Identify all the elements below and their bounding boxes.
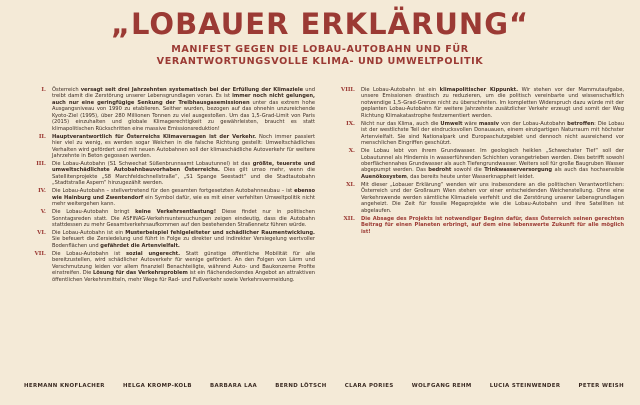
item-text: [361, 148, 624, 180]
text-run: Statt günstige öffentliche Mobilität für alle bereitzustellen, wird schädlicher Autoverkehr für wenige gefördert. An den Folgen von Lärm und Verschmutzung leiden vor allem finanziell Benachteiligte, während Auto- und Baukonzerne Profite einstreifen. Die: [52, 250, 315, 277]
text-run: Die Lobau-Autobahn (S1 Schwechat Süßenbrunnsamt Lobautunnel) ist das: [52, 160, 253, 167]
manifesto-item: [20, 134, 315, 160]
text-run: gefährdet die Artenvielfalt.: [100, 242, 180, 249]
subtitle-line-1: MANIFEST GEGEN DIE LOBAU-AUTOBAHN UND FÜR: [171, 44, 469, 55]
manifesto-item: [20, 188, 315, 207]
item-number: IX.: [346, 120, 355, 127]
manifesto-item: [20, 251, 315, 283]
item-number: VI.: [37, 230, 46, 237]
text-run: bedroht: [428, 167, 452, 174]
item-text: [52, 161, 315, 187]
text-run: Die Lobau-Autobahn ist ein: [361, 87, 440, 93]
item-number: XII.: [343, 215, 355, 222]
signatory-name: HELGA KROMP-KOLB: [122, 383, 192, 389]
manifesto-item: [20, 209, 315, 228]
signatory-name: CLARA PORIES: [344, 383, 394, 389]
text-run: wäre: [462, 120, 479, 127]
text-run: ein Symbol dafür, wie es mit einer verfehlten Umweltpolitik nicht mehr weitergehen kann.: [52, 194, 316, 208]
text-run: Noch immer passiert hier viel zu wenig, es werden sogar Weichen in die falsche Richtung gestellt: Umweltschädliches Verhalten wird gefördert und mit neuen Autobahnen soll der klimaschädliche Autoverkehr für weitere Jahrzehnte in Beton gegossen werden.: [52, 133, 315, 160]
text-run: Auenökosystem: [361, 173, 407, 180]
item-text: [361, 121, 624, 147]
page-subtitle: [0, 44, 640, 68]
manifesto-item: [329, 216, 624, 235]
text-run: Wir stehen vor der Mammutaufgabe, unsere Emissionen drastisch zu reduzieren, um die politisch vereinbarte und wissenschaftlich notwendige 1,5-Grad-Grenze nicht zu überschreiten. Im kompletten Widerspruch dazu würde mit der geplanten Lobau-Autobahn für weitere Jahrzehnte zusätzlicher Verkehr erzeugt und somit der Weg Richtung Klimakatastrophe festzementiert werden.: [361, 87, 624, 119]
page-title: „LOBAUER ERKLÄRUNG“: [110, 7, 530, 41]
item-text: [361, 182, 624, 214]
item-number: I.: [41, 87, 46, 93]
text-run: Lösung für das Verkehrsproblem: [92, 270, 188, 277]
item-number: XI.: [346, 181, 355, 188]
manifesto-item: [329, 182, 624, 214]
item-number: VII.: [34, 250, 46, 257]
text-run: größte, teuerste und umweltschädlichste Autobahnbauvorhaben Österreichs.: [52, 160, 315, 174]
text-run: massiv: [478, 120, 499, 127]
text-run: als auch das hochsensible: [552, 167, 624, 174]
item-text: [361, 87, 624, 119]
text-run: Die Lobau-Autobahn ist: [52, 250, 126, 257]
text-run: Musterbeispiel fehlgeleiteter und schädlicher Raumentwicklung.: [125, 230, 315, 237]
manifesto-item: [20, 230, 315, 249]
text-run: sowohl die: [451, 167, 485, 174]
text-run: Trinkwasserversorgung: [484, 167, 553, 174]
text-run: : Die Lobau ist der westlichste Teil der eindrucksvollen Donauauen, einem einzigartigen Naturraum mit höchster Artenvielfalt. Sie sind Nationalpark und Europaschutzgebiet und dennoch nicht ausreichend vor menschlichen Eingriffen geschützt.: [361, 120, 625, 147]
text-run: immer noch nicht gelungen, auch nur eine geringfügige Senkung der Treibhausgasemissionen: [52, 93, 315, 106]
text-run: Die Lobau lebt von ihrem Grundwasser. Im geologisch heiklen „Schwechater Tief“ soll der Lobautunnel als Hindernis in wasserführenden Schichten vorangetrieben werden. Dies betrifft sowohl oberflächennahes Grundwasser als auch Tiefengrundwasser. Weiters soll für große Baugruben Wasser abgepumpt werden. Das: [361, 148, 624, 174]
item-number: II.: [38, 133, 46, 140]
item-text: [52, 188, 315, 207]
text-run: und treibt damit die Zerstörung unserer Lebensgrundlagen voran. Es ist: [52, 87, 315, 100]
subtitle-line-2: VERANTWORTUNGSVOLLE KLIMA- UND UMWELTPOLITIK: [156, 56, 484, 67]
text-run: Hauptverantwortlich für Österreichs Klimaversagen ist der Verkehr.: [52, 133, 257, 140]
text-run: Nicht nur das Klima, auch die: [361, 120, 441, 127]
text-run: Diese findet nur in politischen Sonntagsreden statt. Die ASFINAG-Verkehrsuntersuchungen zeigen eindeutig, dass die Autobahn stattdessen zu mehr Gesamtverkehrsaufkommen auf den bestehenden Straßennetz führen würde.: [52, 209, 315, 229]
text-run: Mit dieser „Lobauer Erklärung“ wenden wir uns insbesondere an die politischen Verantwortlichen: Österreich und der Großraum Wien stehen vor einer entscheidenden Weichenstellung. Ohne eine Verkehrswende werden sämtliche Klimaziele verfehlt und die Zerstörung unserer Lebensgrundlagen angeheizt. Die Zeit für fossile Megaprojekte wie die Lobau-Autobahn und ihre Satelliten ist abgelaufen.: [361, 181, 624, 214]
text-run: keine Verkehrsentlastung!: [135, 209, 217, 216]
signatory-name: WOLFGANG REHM: [411, 383, 472, 389]
item-number: VIII.: [340, 87, 355, 93]
signatory-name: LUCIA STEINWENDER: [489, 383, 561, 389]
text-run: Die Lobau-Autobahn ist ein: [52, 230, 126, 237]
text-run: Österreich: [52, 87, 81, 93]
text-run: klimapolitischer Kippunkt.: [439, 87, 519, 93]
text-run: versagt seit drei Jahrzehnten systematisch bei der Erfüllung der Klimaziele: [80, 87, 304, 93]
text-run: Die Absage des Projekts ist notwendiger Beginn dafür, dass Österreich seinen gerechten Beitrag für einen Planeten erbringt, auf dem eine lebenswerte Zukunft für alle möglich ist!: [361, 215, 624, 235]
text-run: Die Lobau-Autobahn – stellvertretend für den gesamten fortgesetzten Autobahnneubau – ist: [52, 188, 295, 195]
item-text: [52, 209, 315, 228]
signatory-name: BARBARA LAA: [210, 383, 258, 389]
text-run: ebenso wie Hainburg und Zwentendorf: [52, 188, 315, 201]
item-text: [361, 216, 624, 235]
signatory-name: HERMANN KNOFLACHER: [24, 383, 105, 389]
item-number: X.: [348, 148, 355, 155]
manifesto-item: [329, 121, 624, 147]
text-run: betroffen: [567, 120, 595, 127]
text-run: Die Lobau-Autobahn bringt: [52, 209, 136, 216]
text-run: Sie befeuert die Zersiedelung und führt in Folge zu direkter und indirekter Versiegelung wertvoller Bodenflächen und: [52, 236, 315, 249]
manifesto-item: [20, 87, 315, 132]
item-number: IV.: [38, 188, 46, 195]
text-run: Dies gilt umso mehr, wenn die Satellitenprojekte „S8 Marchfeldschnellstraße“, „S1 Spange Seestadt“ und die Stadtautobahn „Stadtstraße Aspern“ hinzugezählt werden.: [52, 167, 315, 187]
item-text: [52, 134, 315, 160]
manifesto-item: [20, 161, 315, 187]
item-text: [52, 251, 315, 283]
item-text: [52, 87, 315, 132]
text-run: unter das extrem hohe Ausgangsniveau von 1990 zu etablieren. Seither wurden, bezogen auf das ohnehin unzureichende Kyoto-Ziel (1995), über 280 Millionen Tonnen zu viel ausgestoßen. Um das 1,5-Grad-Limit von Paris (2015) einzuhalten und globale Klimagerechtigkeit zu gewährleisten, braucht es statt klimapolitischen Rückschritten eine massive Emissionsreduktion!: [52, 99, 316, 132]
column-left: [20, 87, 315, 379]
signatory-name: BERND LÖTSCH: [275, 383, 327, 389]
manifesto-body: [20, 87, 624, 379]
item-number: III.: [36, 160, 46, 167]
text-run: sozial ungerecht.: [126, 250, 181, 257]
signatories-list: [24, 383, 624, 389]
manifesto-item: [329, 87, 624, 119]
manifesto-item: [329, 148, 624, 180]
text-run: , das bereits heute unter Wasserknappheit leidet.: [406, 173, 535, 180]
text-run: ist ein flächendeckendes Angebot an attraktiven öffentlichen Verkehrsmitteln, mehr Wege für Rad- und Fußverkehr sowie Verkehrsvermeidung.: [52, 270, 315, 283]
signatory-name: PETER WEISH: [578, 383, 624, 389]
item-text: [52, 230, 315, 249]
text-run: von der Lobau-Autobahn: [498, 120, 568, 127]
item-number: V.: [40, 209, 46, 216]
text-run: Umwelt: [440, 120, 463, 127]
column-right: [329, 87, 624, 379]
